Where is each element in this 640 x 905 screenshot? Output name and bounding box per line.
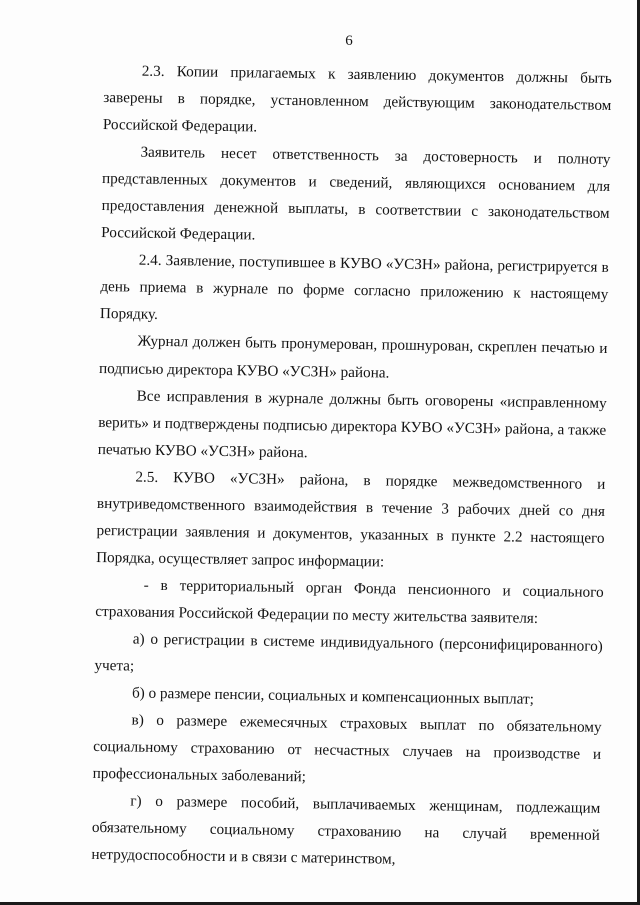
paragraph-journal-numbering: Журнал должен быть пронумерован, прошнурован, скреплен печатью и подписью директора КУВО «УСЗН» района. xyxy=(98,333,608,382)
paragraph-2-3: 2.3. Копии прилагаемых к заявлению документов должны быть заверены в порядке, установленном действующим законодательством Российской Федерации. xyxy=(102,62,612,136)
list-item-pension-fund: - в территориальный орган Фонда пенсионного и социального страхования Российской Федерации по месту жительства заявителя: xyxy=(95,576,604,627)
list-item-v: в) о размере ежемесячных страховых выплат по обязательному социальному страхованию от несчастных случаев на производстве и профессиональных заболеваний; xyxy=(92,711,602,786)
list-item-b: б) о размере пенсии, социальных и компенсационных выплат; xyxy=(131,684,535,708)
document-body xyxy=(91,57,612,876)
list-item-a: а) о регистрации в системе индивидуального (персонифицированного) учета; xyxy=(94,630,603,675)
paragraph-2-5: 2.5. КУВО «УСЗН» района, в порядке межведомственного и внутриведомственного взаимодействия в течение 3 рабочих дней со дня регистрации заявления и документов, указанных в пункте 2.2 настоящего Порядка, осуществляет запрос информации: xyxy=(96,468,606,571)
paragraph-journal-corrections: Все исправления в журнале должны быть оговорены «исправленному верить» и подтверждены подписью директора КУВО «УСЗН» района, а также печатью КУВО «УСЗН» района. xyxy=(97,387,607,461)
paragraph-applicant-responsibility: Заявитель несет ответственность за достоверность и полноту представленных документов и сведений, являющихся основанием для предоставления денежной выплаты, в соответствии с законодательством Российской Федерации. xyxy=(101,143,611,244)
page-number: 6 xyxy=(345,33,353,49)
list-item-g: г) о размере пособий, выплачиваемых женщинам, подлежащим обязательному социальному страхованию на случай временной нетрудоспособности и в связи с материнством, xyxy=(91,792,601,869)
paragraph-2-4: 2.4. Заявление, поступившее в КУВО «УСЗН» района, регистрируется в день приема в журнале по форме согласно приложению к настоящему Порядку. xyxy=(99,251,609,324)
